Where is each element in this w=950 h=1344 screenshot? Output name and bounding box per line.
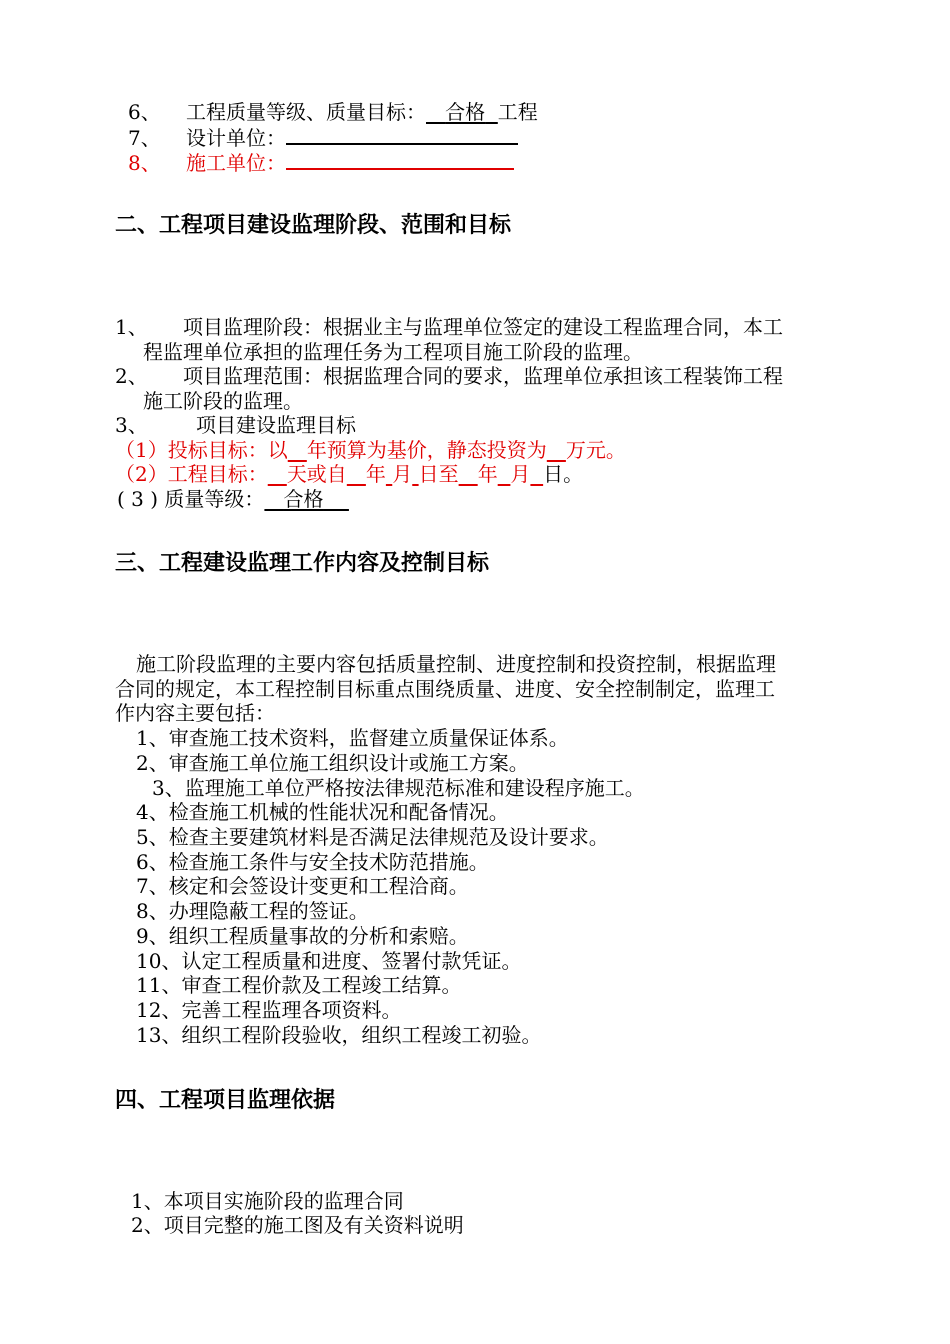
list-item: 4、检查施工机械的性能状况和配备情况。: [136, 800, 509, 824]
info-label: 设计单位：: [186, 126, 286, 150]
item-number: 3、: [115, 413, 148, 437]
info-suffix: 工程: [497, 100, 538, 124]
list-item: 3、监理施工单位严格按法律规范标准和建设程序施工。: [152, 776, 645, 800]
target-prefix: （1）投标目标：以: [115, 438, 288, 462]
item-text: 项目监理范围：根据监理合同的要求，监理单位承担该工程装饰工程: [183, 364, 783, 388]
target-part: 月: [510, 462, 531, 486]
list-item: 5、检查主要建筑材料是否满足法律规范及设计要求。: [136, 825, 609, 849]
target-bid: [115, 438, 626, 463]
item-number: 1、: [115, 315, 148, 339]
list-item: 10、认定工程质量和进度、签署付款凭证。: [136, 949, 522, 973]
info-row-contractor: [128, 150, 514, 176]
list-item: 1、本项目实施阶段的监理合同: [131, 1189, 404, 1213]
blank-day: [530, 462, 543, 486]
target-quality: [117, 487, 349, 512]
info-label: 工程质量等级、质量目标：: [186, 100, 426, 124]
info-label: 施工单位：: [186, 151, 286, 175]
blank-amount: [547, 438, 566, 462]
list-item: 6、检查施工条件与安全技术防范措施。: [136, 850, 489, 874]
target-end: 万元。: [565, 438, 626, 462]
list-item: 9、组织工程质量事故的分析和索赔。: [136, 924, 469, 948]
info-value: 合格: [445, 100, 486, 124]
section3-intro-line3: 作内容主要包括：: [115, 701, 275, 725]
list-item: 2、审查施工单位施工组织设计或施工方案。: [136, 751, 529, 775]
blank-year: [347, 462, 366, 486]
info-number: 8、: [128, 151, 161, 175]
target-part: 年: [365, 462, 386, 486]
section2-item2-line2: 施工阶段的监理。: [143, 389, 303, 413]
section3-intro-line2: 合同的规定，本工程控制目标重点围绕质量、进度、安全控制制定，监理工: [115, 677, 775, 701]
info-row-quality: [128, 100, 538, 125]
target-part: 年: [477, 462, 498, 486]
target-prefix: ( 3 ) 质量等级：: [117, 487, 265, 511]
section2-heading: 二、工程项目建设监理阶段、范围和目标: [115, 213, 512, 238]
section2-item1-line2: 程监理单位承担的监理任务为工程项目施工阶段的监理。: [143, 340, 643, 364]
designer-blank: [286, 125, 518, 145]
section4-heading: 四、工程项目监理依据: [115, 1088, 336, 1113]
list-item: 1、审查施工技术资料，监督建立质量保证体系。: [136, 726, 569, 750]
list-item: 11、审查工程价款及工程竣工结算。: [136, 973, 462, 997]
target-schedule: [115, 462, 583, 487]
blank-days: [268, 462, 287, 486]
section3-intro-line1: 施工阶段监理的主要内容包括质量控制、进度控制和投资控制，根据监理: [136, 652, 776, 676]
blank-year: [459, 462, 478, 486]
target-part: 月: [392, 462, 413, 486]
item-text: 项目监理阶段：根据业主与监理单位签定的建设工程监理合同，本工: [183, 315, 783, 339]
list-item: 2、项目完整的施工图及有关资料说明: [131, 1213, 464, 1237]
section2-item2-line1: [115, 364, 783, 389]
blank-month: [498, 462, 511, 486]
item-text: 项目建设监理目标: [196, 413, 356, 437]
quality-value: 合格: [283, 487, 324, 511]
blank-year: [288, 438, 307, 462]
target-mid: 年预算为基价，静态投资为: [306, 438, 547, 462]
section3-heading: 三、工程建设监理工作内容及控制目标: [115, 551, 490, 576]
target-end: 日。: [543, 462, 584, 486]
contractor-blank: [286, 150, 514, 170]
list-item: 7、核定和会签设计变更和工程洽商。: [136, 874, 469, 898]
target-part: 日至: [418, 462, 459, 486]
list-item: 13、组织工程阶段验收，组织工程竣工初验。: [136, 1023, 542, 1047]
item-number: 2、: [115, 364, 148, 388]
info-number: 6、: [128, 100, 161, 124]
target-part: 天或自: [286, 462, 347, 486]
section2-item3: [115, 413, 356, 438]
target-prefix: （2）工程目标：: [115, 462, 268, 486]
info-row-designer: [128, 125, 518, 151]
list-item: 8、办理隐蔽工程的签证。: [136, 899, 369, 923]
section2-item1-line1: [115, 315, 783, 340]
info-number: 7、: [128, 126, 161, 150]
list-item: 12、完善工程监理各项资料。: [136, 998, 402, 1022]
